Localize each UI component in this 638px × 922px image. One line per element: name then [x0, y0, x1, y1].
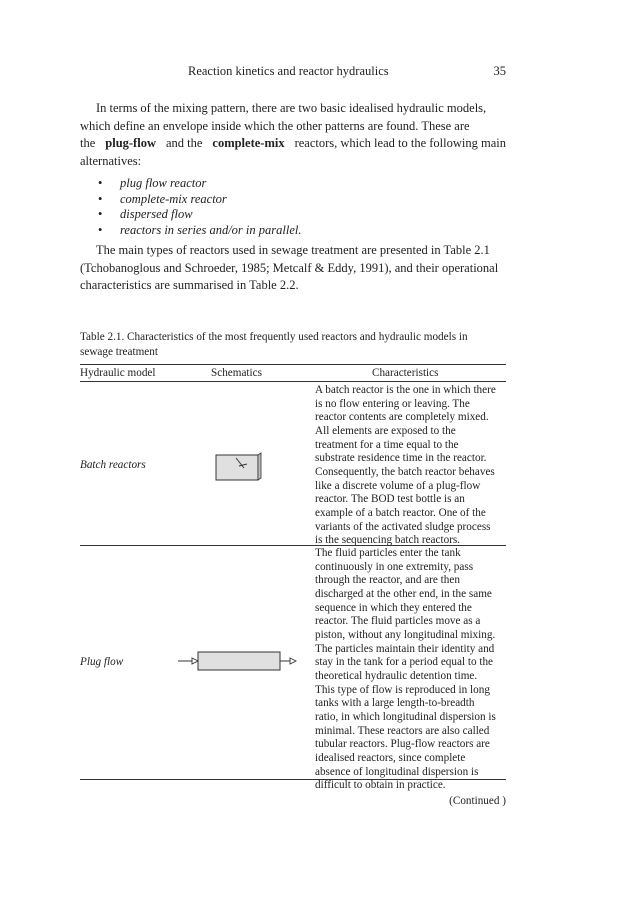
- page-number: 35: [493, 64, 506, 78]
- bold-term-plug-flow: plug-flow: [105, 136, 156, 151]
- text-line: absence of longitudinal dispersion is: [315, 765, 479, 778]
- text-line: difficult to obtain in practice.: [315, 779, 446, 792]
- text-line: theoretical hydraulic detention time.: [315, 669, 478, 682]
- bullet-icon: •: [98, 176, 103, 190]
- table-top-rule: [80, 364, 506, 365]
- list-item-text: dispersed flow: [120, 207, 193, 221]
- text-line: reactor. The fluid particles move as a: [315, 615, 481, 628]
- bullet-icon: •: [98, 207, 103, 221]
- list-item: [98, 192, 301, 208]
- text-line: All elements are exposed to the: [315, 424, 456, 437]
- text-line: minimal. These reactors are also called: [315, 724, 490, 737]
- batch-reactor-icon: [214, 452, 264, 482]
- text-line: substrate residence time in the reactor.: [315, 452, 487, 465]
- bullet-icon: •: [98, 222, 103, 237]
- table-header-rule: [80, 381, 506, 382]
- row-divider: [80, 545, 506, 546]
- text-line: is the sequencing batch reactors.: [315, 534, 461, 547]
- column-header-characteristics: Characteristics: [372, 367, 439, 379]
- text-line: piston, without any longitudinal mixing.: [315, 628, 496, 641]
- bold-term-complete-mix: complete-mix: [212, 136, 285, 151]
- text-span: reactors, which lead to the following main: [294, 136, 506, 151]
- paragraph-line: (Tchobanoglous and Schroeder, 1985; Metcalf & Eddy, 1991), and their operational: [80, 260, 499, 275]
- text-line: treatment for a time equal to the: [315, 438, 459, 451]
- bullet-list: [98, 176, 301, 238]
- text-line: reactor contents are completely mixed.: [315, 411, 489, 424]
- table-caption: [80, 330, 506, 360]
- text-line: Consequently, the batch reactor behaves: [315, 465, 495, 478]
- text-span: the: [80, 136, 96, 151]
- text-line: is no flow entering or leaving. The: [315, 397, 470, 410]
- column-header-schematics: Schematics: [211, 367, 262, 379]
- paragraph-line: characteristics are summarised in Table 2.2.: [80, 278, 299, 293]
- text-line: discharged at the other end, in the same: [315, 587, 492, 600]
- characteristics-batch-reactors: [315, 384, 510, 548]
- paragraph-line: which define an envelope inside which the other patterns are found. These are: [80, 118, 470, 133]
- text-line: like a discrete volume of a plug-flow: [315, 479, 481, 492]
- row-label-batch-reactors: Batch reactors: [80, 459, 146, 471]
- text-line: sequence in which they entered the: [315, 601, 472, 614]
- continued-label: (Continued ): [449, 795, 506, 807]
- paragraph-line: [80, 135, 506, 153]
- running-title: Reaction kinetics and reactor hydraulics: [188, 64, 389, 78]
- column-header-hydraulic-model: Hydraulic model: [80, 367, 156, 379]
- row-label-plug-flow: Plug flow: [80, 656, 124, 668]
- text-line: tanks with a large length-to-breadth: [315, 697, 475, 710]
- list-item-text: complete-mix reactor: [120, 191, 227, 206]
- reactor-types-paragraph: [80, 242, 506, 295]
- text-line: This type of flow is reproduced in long: [315, 683, 490, 696]
- bullet-icon: •: [98, 191, 103, 206]
- text-line: The particles maintain their identity and: [315, 642, 495, 655]
- text-line: A batch reactor is the one in which there: [315, 384, 496, 396]
- text-line: continuously in one extremity, pass: [315, 560, 474, 573]
- plug-flow-tank-icon: [178, 649, 298, 673]
- list-item: [98, 223, 301, 239]
- caption-line: sewage treatment: [80, 346, 158, 358]
- paragraph-line: The main types of reactors used in sewage treatment are presented in Table 2.1: [96, 243, 490, 257]
- paragraph-line: alternatives:: [80, 153, 142, 168]
- text-span: and the: [165, 136, 203, 151]
- paragraph-line: In terms of the mixing pattern, there are two basic idealised hydraulic models,: [96, 101, 487, 115]
- text-line: tubular reactors. Plug-flow reactors are: [315, 738, 490, 751]
- text-line: example of a batch reactor. One of the: [315, 506, 486, 519]
- running-header: [80, 64, 506, 82]
- characteristics-plug-flow: [315, 547, 510, 793]
- intro-paragraph: [80, 100, 506, 170]
- text-line: ratio, in which longitudinal dispersion is: [315, 710, 496, 723]
- list-item-text: reactors in series and/or in parallel.: [120, 222, 302, 237]
- text-line: through the reactor, and are then: [315, 574, 460, 587]
- caption-line: Table 2.1. Characteristics of the most frequently used reactors and hydraulic models in: [80, 331, 468, 343]
- list-item: [98, 176, 301, 192]
- table-bottom-rule: [80, 779, 506, 780]
- list-item-text: plug flow reactor: [120, 176, 207, 190]
- text-line: The fluid particles enter the tank: [315, 547, 461, 559]
- text-line: stay in the tank for a period equal to the: [315, 656, 494, 669]
- text-line: reactor. The BOD test bottle is an: [315, 493, 465, 506]
- text-line: variants of the activated sludge process: [315, 520, 491, 533]
- list-item: [98, 207, 301, 223]
- text-line: idealised reactors, since complete: [315, 751, 466, 764]
